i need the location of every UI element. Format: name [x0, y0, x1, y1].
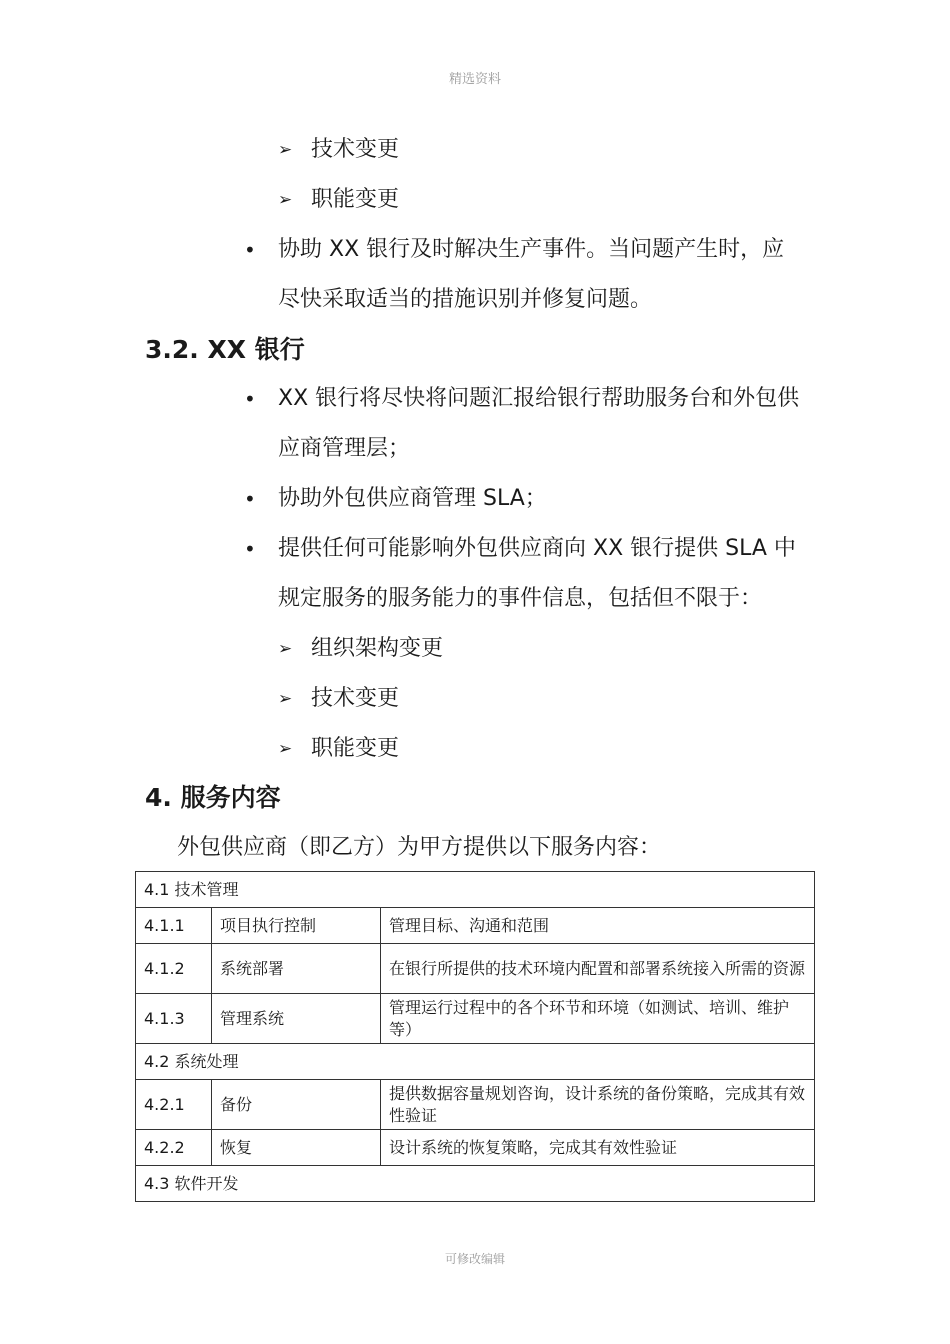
item-name: 系统部署	[212, 944, 381, 994]
item-desc: 在银行所提供的技术环境内配置和部署系统接入所需的资源	[381, 944, 815, 994]
list-item: 协助 XX 银行及时解决生产事件。当问题产生时，应	[278, 237, 785, 262]
list-item: 提供任何可能影响外包供应商向 XX 银行提供 SLA 中	[278, 536, 796, 561]
item-code: 4.2.1	[136, 1080, 212, 1130]
item-desc: 设计系统的恢复策略，完成其有效性验证	[381, 1130, 815, 1166]
arrow-bullet-icon: ➢	[278, 639, 293, 659]
item-name: 管理系统	[212, 994, 381, 1044]
item-name: 恢复	[212, 1130, 381, 1166]
page-header: 精选资料	[448, 72, 501, 87]
list-item-continued: 应商管理层；	[278, 436, 411, 461]
item-code: 4.1.2	[136, 944, 212, 994]
table-row	[136, 1130, 815, 1166]
list-item: 技术变更	[311, 686, 400, 711]
bullet-dot-icon: •	[244, 537, 256, 561]
group-title: 4.3 软件开发	[136, 1166, 815, 1202]
arrow-bullet-icon: ➢	[278, 739, 293, 759]
item-code: 4.1.1	[136, 908, 212, 944]
list-item-continued: 规定服务的服务能力的事件信息，包括但不限于：	[278, 586, 763, 611]
arrow-bullet-icon: ➢	[278, 190, 293, 210]
arrow-bullet-icon: ➢	[278, 140, 293, 160]
item-code: 4.2.2	[136, 1130, 212, 1166]
section-heading: 4. 服务内容	[145, 783, 281, 812]
table-group-row	[136, 1044, 815, 1080]
list-item: 协助外包供应商管理 SLA；	[278, 486, 547, 511]
table-row	[136, 944, 815, 994]
table-group-row	[136, 1166, 815, 1202]
table-row	[136, 994, 815, 1044]
arrow-bullet-icon: ➢	[278, 689, 293, 709]
item-name: 项目执行控制	[212, 908, 381, 944]
item-desc: 管理运行过程中的各个环节和环境（如测试、培训、维护等）	[381, 994, 815, 1044]
bullet-dot-icon: •	[244, 238, 256, 262]
section-heading: 3.2. XX 银行	[145, 335, 305, 364]
list-item: 职能变更	[311, 736, 400, 761]
table-row	[136, 908, 815, 944]
item-desc: 提供数据容量规划咨询，设计系统的备份策略，完成其有效性验证	[381, 1080, 815, 1130]
table-group-row	[136, 872, 815, 908]
list-item-continued: 尽快采取适当的措施识别并修复问题。	[278, 287, 653, 312]
bullet-dot-icon: •	[244, 487, 256, 511]
item-name: 备份	[212, 1080, 381, 1130]
intro-paragraph: 外包供应商（即乙方）为甲方提供以下服务内容：	[177, 835, 662, 860]
item-desc: 管理目标、沟通和范围	[381, 908, 815, 944]
page-footer: 可修改编辑	[444, 1252, 505, 1266]
group-title: 4.1 技术管理	[136, 872, 815, 908]
bullet-dot-icon: •	[244, 387, 256, 411]
list-item: 技术变更	[311, 137, 400, 162]
service-table	[135, 871, 815, 1202]
list-item: 职能变更	[311, 187, 400, 212]
list-item: XX 银行将尽快将问题汇报给银行帮助服务台和外包供	[278, 386, 800, 411]
group-title: 4.2 系统处理	[136, 1044, 815, 1080]
item-code: 4.1.3	[136, 994, 212, 1044]
table-row	[136, 1080, 815, 1130]
list-item: 组织架构变更	[311, 636, 444, 661]
